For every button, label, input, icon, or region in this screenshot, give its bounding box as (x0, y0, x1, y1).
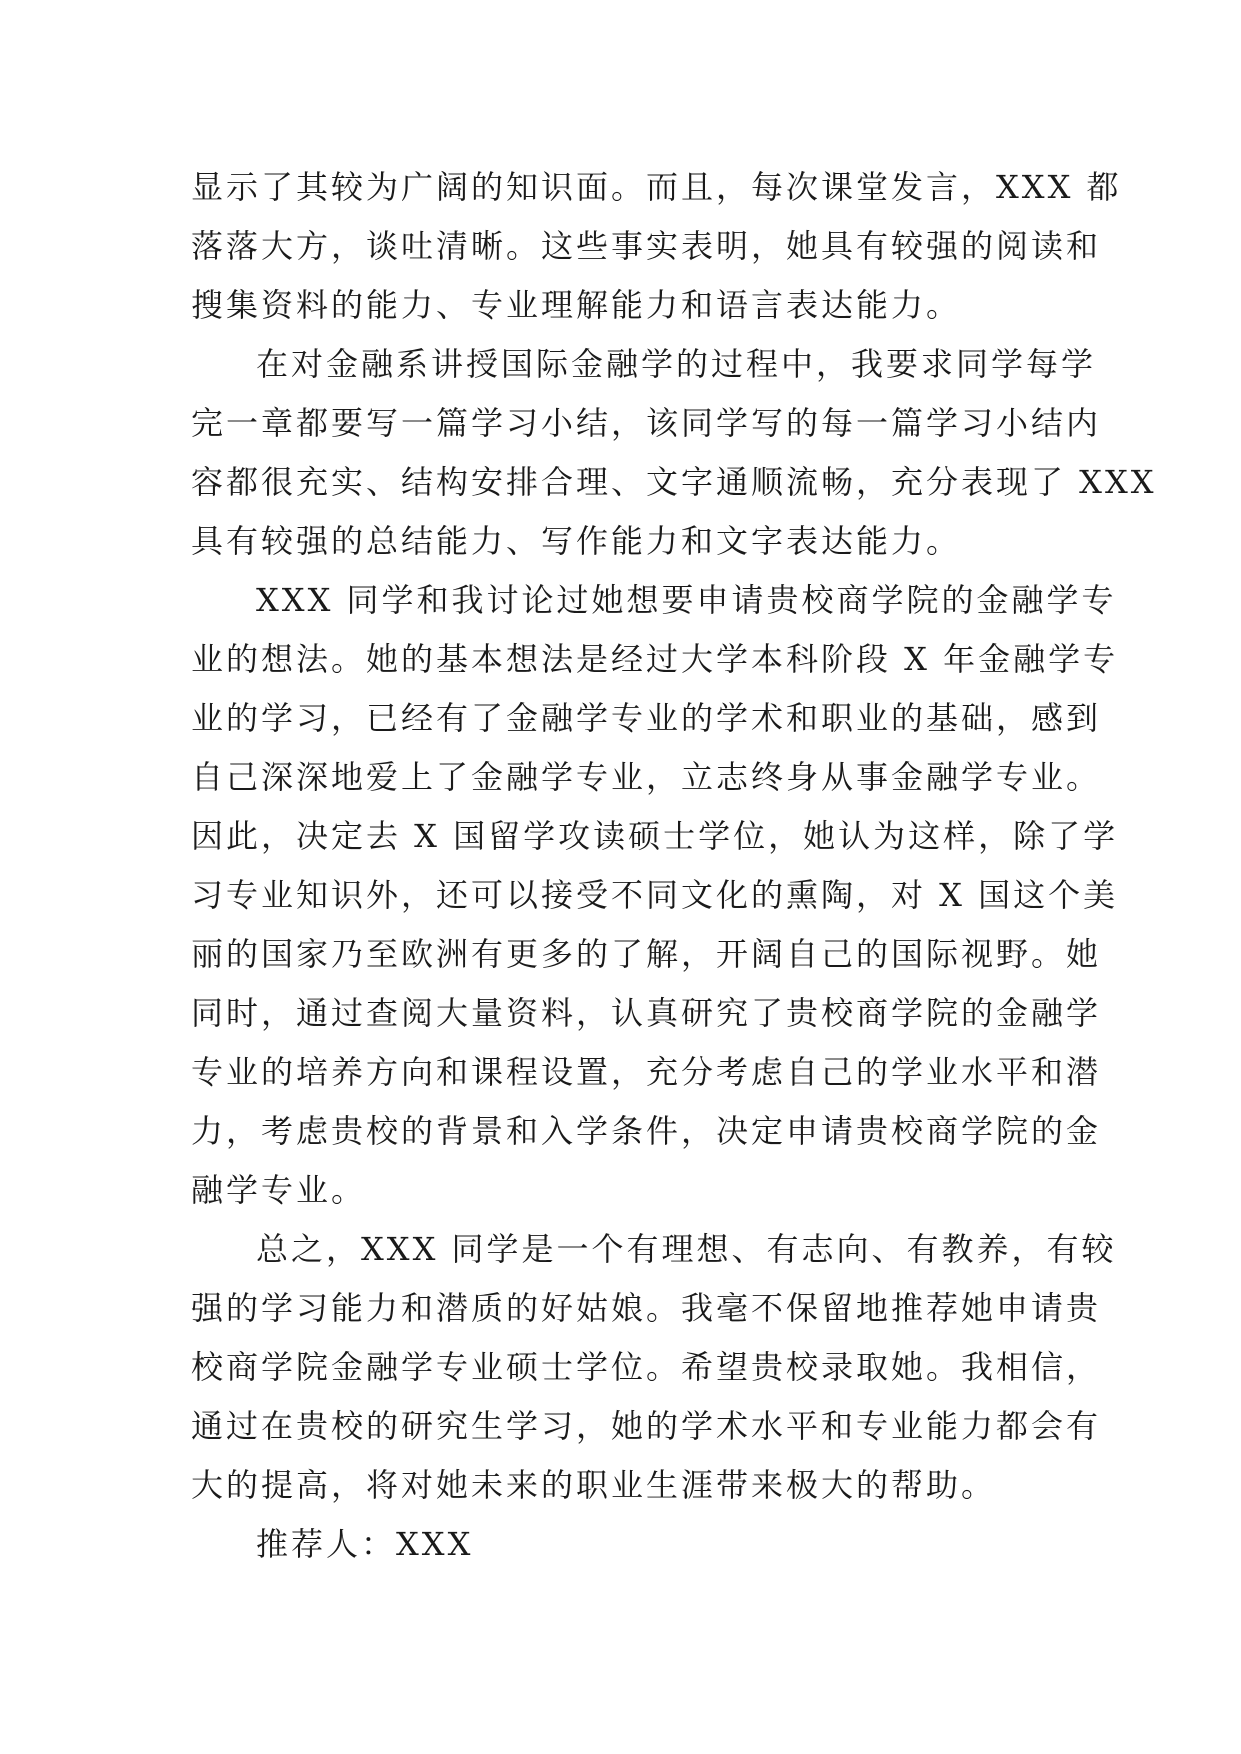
text-line: 显示了其较为广阔的知识面。而且，每次课堂发言，XXX 都 (191, 168, 1122, 206)
text-line: 推荐人：XXX (256, 1525, 474, 1563)
text-line: 业的想法。她的基本想法是经过大学本科阶段 X 年金融学专 (191, 640, 1119, 678)
text-line: 具有较强的总结能力、写作能力和文字表达能力。 (191, 522, 962, 560)
text-line: 同时，通过查阅大量资料，认真研究了贵校商学院的金融学 (191, 994, 1102, 1032)
text-line: 丽的国家乃至欧洲有更多的了解，开阔自己的国际视野。她 (191, 935, 1102, 973)
text-line: 搜集资料的能力、专业理解能力和语言表达能力。 (191, 286, 962, 324)
text-line: 完一章都要写一篇学习小结，该同学写的每一篇学习小结内 (191, 404, 1102, 442)
letter-body (191, 158, 1157, 1574)
text-line: 通过在贵校的研究生学习，她的学术水平和专业能力都会有 (191, 1407, 1102, 1445)
text-line: XXX 同学和我讨论过她想要申请贵校商学院的金融学专 (256, 581, 1117, 619)
text-line: 融学专业。 (191, 1171, 367, 1209)
text-line: 落落大方，谈吐清晰。这些事实表明，她具有较强的阅读和 (191, 227, 1102, 265)
text-line: 大的提高，将对她未来的职业生涯带来极大的帮助。 (191, 1466, 997, 1504)
text-line: 校商学院金融学专业硕士学位。希望贵校录取她。我相信， (191, 1348, 1102, 1386)
text-line: 总之，XXX 同学是一个有理想、有志向、有教养，有较 (256, 1230, 1117, 1268)
text-line: 习专业知识外，还可以接受不同文化的熏陶，对 X 国这个美 (191, 876, 1119, 914)
text-line: 在对金融系讲授国际金融学的过程中，我要求同学每学 (256, 345, 1097, 383)
text-line: 业的学习，已经有了金融学专业的学术和职业的基础，感到 (191, 699, 1102, 737)
text-line: 专业的培养方向和课程设置，充分考虑自己的学业水平和潜 (191, 1053, 1102, 1091)
text-line: 力，考虑贵校的背景和入学条件，决定申请贵校商学院的金 (191, 1112, 1102, 1150)
text-line: 强的学习能力和潜质的好姑娘。我毫不保留地推荐她申请贵 (191, 1289, 1102, 1327)
text-line: 因此，决定去 X 国留学攻读硕士学位，她认为这样，除了学 (191, 817, 1119, 855)
text-line: 自己深深地爱上了金融学专业，立志终身从事金融学专业。 (191, 758, 1102, 796)
text-line: 容都很充实、结构安排合理、文字通顺流畅，充分表现了 XXX (191, 463, 1157, 501)
